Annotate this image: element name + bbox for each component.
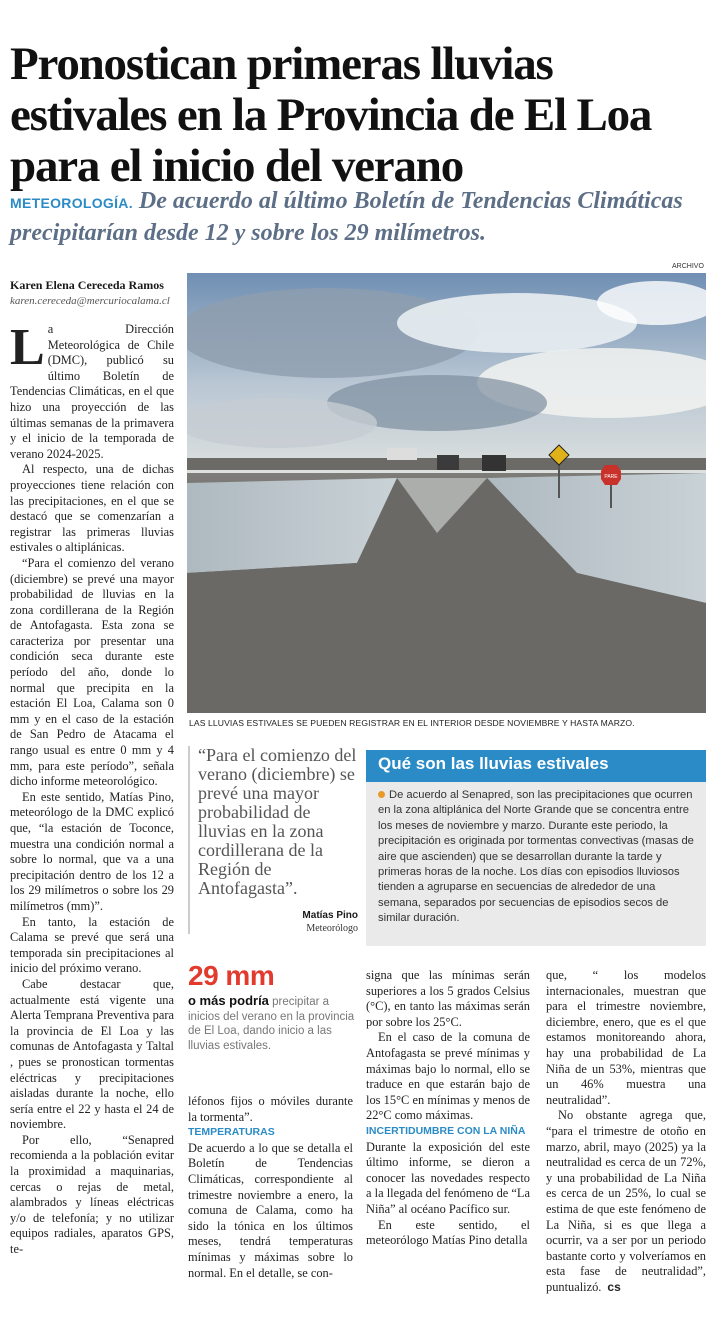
headline: Pronostican primeras lluvias estivales en la Provincia de El Loa para el inicio del verano [10,38,652,193]
photo-credit: ARCHIVO [672,263,704,270]
paragraph: No obstante agrega que, “para el trimestre de otoño en marzo, abril, mayo (2025) ya la neutralidad es cerca de un 72%, y una probabilidad de La Niña es cerca de un 25%, lo cual se estima de que este fenómeno de La Niña, si es que llega a ocurrir, va a ser por un periodo bastante corto y volveríamos en esta fase de neutralidad”, puntualizó. cs [546,1108,706,1294]
paragraph: léfonos fijos o móviles durante la tormenta”. [188,1094,353,1124]
column-2 [188,1094,353,1318]
paragraph: En el caso de la comuna de Antofagasta se prevé mínimas y máximas bajo lo normal, ello se traduce en que estarán bajo de los 15°C en mínimas y menos de 22°C como máximas. [366,1030,530,1123]
author-end-mark: cs [607,1279,621,1294]
paragraph: Cabe destacar que, actualmente está vigente una Alerta Temprana Preventiva para la provincia de El Loa y las comunas de Antofagasta y Taltal , pues se pronostican tormentas eléctricas y precipitaciones aisladas durante la noche, ello sería entre el 22 y hasta el 24 de noviembre. [10,976,174,1132]
paragraph: Por ello, “Senapred recomienda a la población evitar la proximidad a maquinarias, cercas o rejas de metal, alambrados y líneas eléctricas y/o de telefonía; y no utilizar equipos radiales, aparatos GPS, te- [10,1132,174,1257]
column-4 [546,968,706,1318]
author-name: Karen Elena Cereceda Ramos [10,278,164,292]
paragraph: De acuerdo a lo que se detalla el Boletín de Tendencias Climáticas, correspondiente al trimestre noviembre a enero, la comuna de Calama, como ha sido la tónica en los últimos meses, tendrá temperaturas mínimas y máximas sobre lo normal. En el detalle, se con- [188,1140,353,1280]
byline [10,278,180,307]
paragraph: signa que las mínimas serán superiores a los 5 grados Celsius (°C), en tanto las máximas serán por sobre los 25°C. [366,968,530,1029]
paragraph: Durante la exposición del este último informe, se dieron a conocer las novedades respecto a la llegada del fenómeno de “La Niña” al océano Pacífico sur. [366,1139,530,1216]
deck [10,186,702,248]
column-3 [366,968,530,1318]
paragraph: En este sentido, Matías Pino, meteorólogo de la DMC explicó que, “la estación de Toconce, muestra una condición normal a sobre lo normal, que va a una precipitación dentro de los 12 a los 29 milímetros o sobre los 29 milímetros (mm)”. [10,789,174,913]
photo-caption: LAS LLUVIAS ESTIVALES SE PUEDEN REGISTRAR EN EL INTERIOR DESDE NOVIEMBRE Y HASTA MARZO. [189,718,635,728]
quote-role: Meteorólogo [306,923,358,934]
pull-quote [188,746,358,934]
stat-description: o más podría precipitar a inicios del verano en la provincia de El Loa, dando inicio a las lluvias estivales. [188,993,355,1052]
quote-author: Matías Pino [302,910,358,921]
paragraph: En tanto, la estación de Calama se prevé que será una temporada sin precipitaciones al inicio del próximo verano. [10,914,174,976]
paragraph: “Para el comienzo del verano (diciembre) se prevé una mayor probabilidad de lluvias en la zona cordillerana de la Región de Antofagasta. Esta zona se caracteriza por presentar una condición seca durante este período del año, donde lo normal que precipita en la estación El Loa, Calama son 0 mm y en el caso de la estación de San Pedro de Atacama el rango usual es entre 0 mm y 4 mm, para este período”, señala dicho informe meteorológico. [10,555,174,789]
stop-sign-text: PARE [604,474,618,480]
paragraph: Al respecto, una de dichas proyecciones tiene relación con las precipitaciones, en el que se destacó que se comenzarían a registrar las primeras lluvias estivales o altiplánicas. [10,462,174,555]
paragraph: En este sentido, el meteorólogo Matías Pino detalla [366,1217,530,1248]
info-box-title: Qué son las lluvias estivales [366,750,706,782]
column-1 [10,322,174,1318]
info-box [366,750,706,946]
flooded-road-photo [187,273,706,713]
author-email[interactable]: karen.cereceda@mercuriocalama.cl [10,295,170,307]
subhead-temperaturas: TEMPERATURAS [188,1126,275,1139]
bullet-dot-icon [378,791,385,798]
paragraph: La Dirección Meteorológica de Chile (DMC), publicó su último Boletín de Tendencias Climáticas, en el que hizo una proyección de las últimas semanas de la primavera y el inicio de la temporada de verano 2024-2025. [10,322,174,461]
section-kicker: METEOROLOGÍA. [10,195,133,211]
news-photo [187,273,706,713]
subhead-la-nina: INCERTIDUMBRE CON LA NIÑA [366,1124,526,1137]
stat-highlight [188,960,356,1053]
info-box-text: De acuerdo al Senapred, son las precipitaciones que ocurren en la zona altiplánica del Norte Grande que se concentra entre los meses de noviembre y marzo. Durante este periodo, la precipitación es originada por tormentas convectivas (masas de aire que ascienden) que se desarrollan durante la tarde y primeras horas de la noche. Los días con episodios lluviosos tienden a agruparse en secuencias de alrededor de una semana, separados por secuencias de episodios secos de similar duración. [378,789,694,925]
deck-text: De acuerdo al último Boletín de Tendencias Climáticas precipitarían desde 12 y sobre los 29 milímetros. [10,188,683,246]
drop-cap: L [10,322,45,376]
paragraph: que, “ los modelos internacionales, muestran que para el trimestre noviembre, diciembre, enero, que es el que estamos monitoreando ahora, hay una probabilidad de La Niña de un 53%, mientras que un 46% muestra una neutralidad”. [546,968,706,1107]
stat-number: 29 mm [188,960,275,991]
quote-text: “Para el comienzo del verano (diciembre) se prevé una mayor probabilidad de lluvias en la zona cordillerana de la Región de Antofagasta”. [198,745,357,898]
